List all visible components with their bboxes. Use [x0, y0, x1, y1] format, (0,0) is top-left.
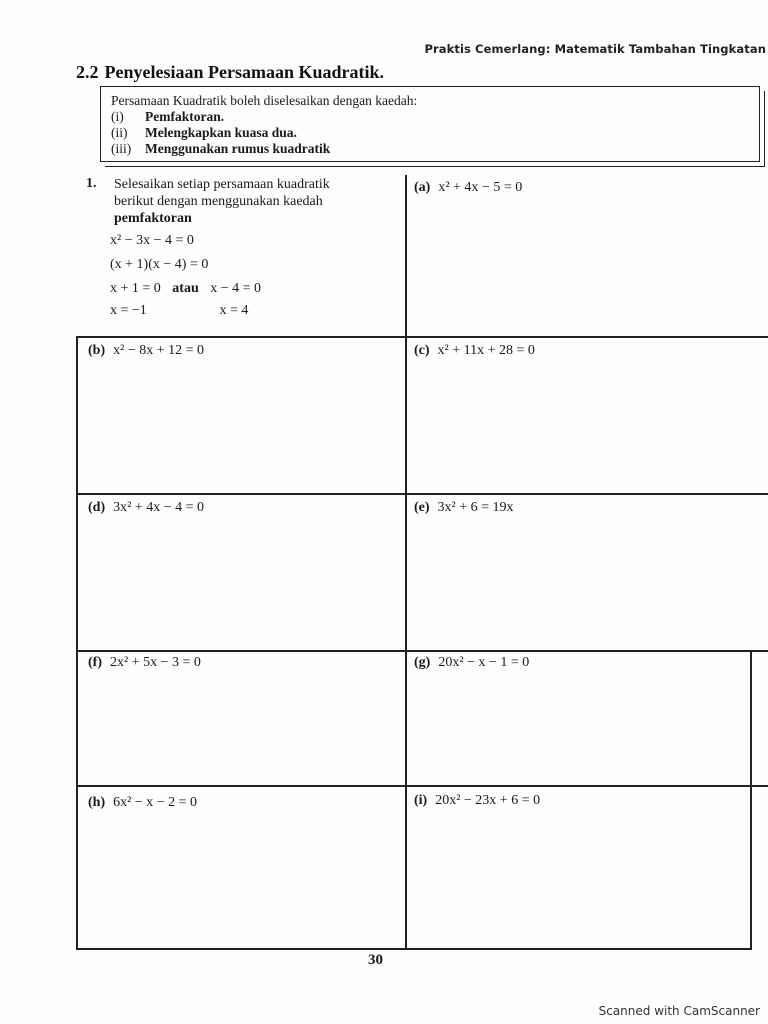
- part-i: [414, 793, 540, 809]
- part-equation: 2x² + 5x − 3 = 0: [110, 655, 201, 670]
- method-text: Menggunakan rumus kuadratik: [145, 141, 331, 156]
- part-equation: 20x² − 23x + 6 = 0: [435, 793, 541, 808]
- grid-right-border: [750, 650, 752, 950]
- part-equation: 3x² + 6 = 19x: [437, 500, 514, 515]
- part-equation: 6x² − x − 2 = 0: [113, 795, 198, 810]
- example-or: atau: [172, 281, 199, 296]
- part-h: [88, 795, 197, 811]
- part-equation: x² + 4x − 5 = 0: [438, 180, 523, 195]
- page-number: 30: [368, 952, 383, 968]
- part-c: [414, 343, 535, 359]
- instruction-line: berikut dengan menggunakan kaedah: [114, 194, 323, 209]
- example-step: x² − 3x − 4 = 0: [110, 233, 194, 248]
- part-tag: (d): [88, 500, 106, 515]
- part-tag: (a): [414, 180, 431, 195]
- section-title: [76, 62, 384, 83]
- example-step: (x + 1)(x − 4) = 0: [110, 257, 209, 272]
- part-a: [414, 180, 522, 196]
- part-equation: 3x² + 4x − 4 = 0: [113, 500, 205, 515]
- part-g: [414, 655, 529, 671]
- part-tag: (i): [414, 793, 428, 808]
- part-d: [88, 500, 204, 516]
- part-tag: (b): [88, 343, 106, 358]
- part-f: [88, 655, 201, 671]
- example-step: [110, 303, 248, 319]
- part-equation: 20x² − x − 1 = 0: [438, 655, 530, 670]
- example-step: [110, 281, 261, 297]
- method-text: Melengkapkan kuasa dua.: [145, 125, 297, 140]
- method-roman: (iii): [111, 141, 132, 156]
- scanner-watermark: Scanned with CamScanner: [598, 1004, 760, 1018]
- question-number: 1.: [86, 176, 97, 191]
- instruction-method: pemfaktoran: [114, 211, 192, 226]
- methods-info-box: [100, 86, 760, 162]
- method-item: [111, 109, 224, 125]
- method-text: Pemfaktoran.: [145, 109, 225, 124]
- part-tag: (e): [414, 500, 430, 515]
- part-b: [88, 343, 204, 359]
- part-tag: (c): [414, 343, 430, 358]
- example-factor: x + 1 = 0: [110, 281, 161, 296]
- part-e: [414, 500, 514, 516]
- part-tag: (g): [414, 655, 431, 670]
- instruction-line: Selesaikan setiap persamaan kuadratik: [114, 177, 330, 192]
- part-equation: x² − 8x + 12 = 0: [113, 343, 205, 358]
- question-instruction: [114, 176, 384, 227]
- example-root: x = −1: [110, 303, 147, 318]
- method-roman: (ii): [111, 125, 128, 140]
- grid-divider-row: [76, 785, 768, 787]
- method-item: [111, 125, 297, 141]
- method-roman: (i): [111, 109, 124, 124]
- grid-divider-row: [76, 336, 768, 338]
- part-tag: (f): [88, 655, 102, 670]
- example-factor: x − 4 = 0: [210, 281, 262, 296]
- grid-bottom-border: [76, 948, 752, 950]
- method-item: [111, 141, 330, 157]
- part-tag: (h): [88, 795, 106, 810]
- example-root: x = 4: [219, 303, 249, 318]
- part-equation: x² + 11x + 28 = 0: [437, 343, 535, 358]
- section-title-text: Penyelesiaan Persamaan Kuadratik.: [104, 62, 384, 82]
- section-number: 2.2: [76, 62, 99, 82]
- grid-divider-row: [76, 650, 768, 652]
- grid-left-border: [76, 336, 78, 950]
- running-header: Praktis Cemerlang: Matematik Tambahan Tingkatan: [424, 42, 766, 56]
- grid-divider-vertical: [405, 175, 407, 950]
- grid-divider-row: [76, 493, 768, 495]
- info-intro: Persamaan Kuadratik boleh diselesaikan dengan kaedah:: [111, 93, 418, 108]
